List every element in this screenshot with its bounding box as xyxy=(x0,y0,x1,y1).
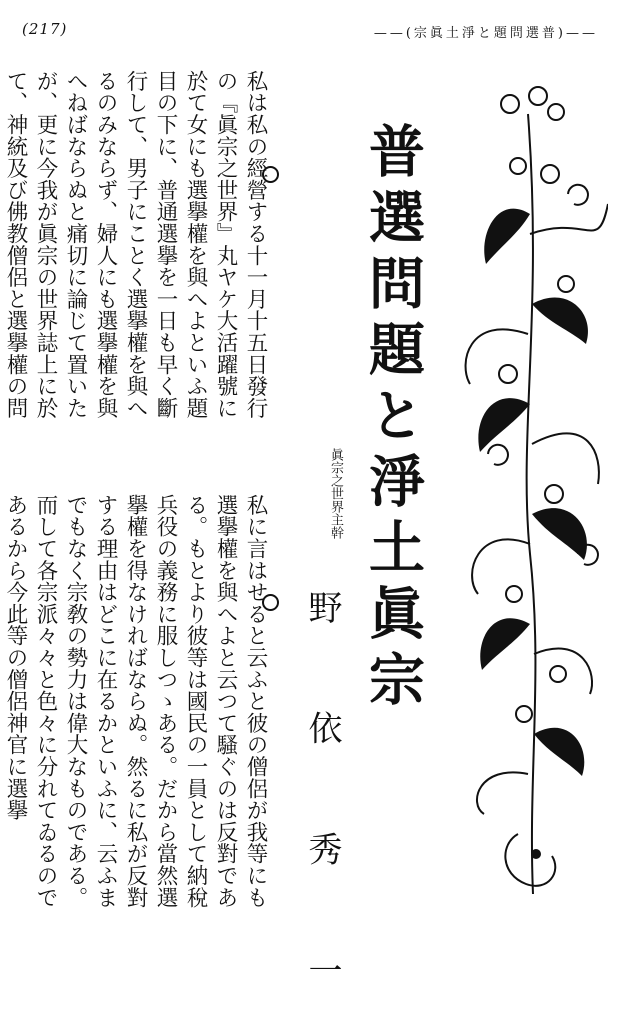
running-title: ——(宗眞土淨と題問選普)—— xyxy=(373,26,598,41)
body-paragraph-2: 私に言はせると云ふと彼の僧侶が我等にも選擧權を與へよと云つて騷ぐのは反對である。もとより彼等は國民の一員として納稅兵役の義務に服しつゝある。だから當然選擧權を得なければならぬ。然るに私が反對する理由はどこに在るかといふに、云ふまでもなく宗敎の勢力は偉大なものである。而して各宗派々々と色々に分れてゐるのであるから今此等の僧侶神官に選擧 xyxy=(3,494,268,909)
author-name: 野 依 秀 一 xyxy=(302,590,342,1024)
floral-vine-ornament-icon xyxy=(458,74,608,904)
author-affiliation: 眞宗之世界主幹 xyxy=(328,448,343,539)
running-header xyxy=(0,20,624,48)
body-paragraph-1: 私は私の經營する十一月十五日發行の『眞宗之世界』丸ヤケ大活躍號に於て女にも選擧權を與へよといふ題目の下に、普通選擧を一日も早く斷行して、男子にことく選擧權を與へるのみならず、婦人にも選擧權を與へねばならぬと痛切に論じて置いたが、更に今我が眞宗の世界誌上に於て、神統及び佛教僧侶と選擧權の問 xyxy=(3,70,268,419)
article-title: 普選問題と淨土眞宗 xyxy=(360,122,426,716)
page-number: (217) xyxy=(22,20,68,38)
